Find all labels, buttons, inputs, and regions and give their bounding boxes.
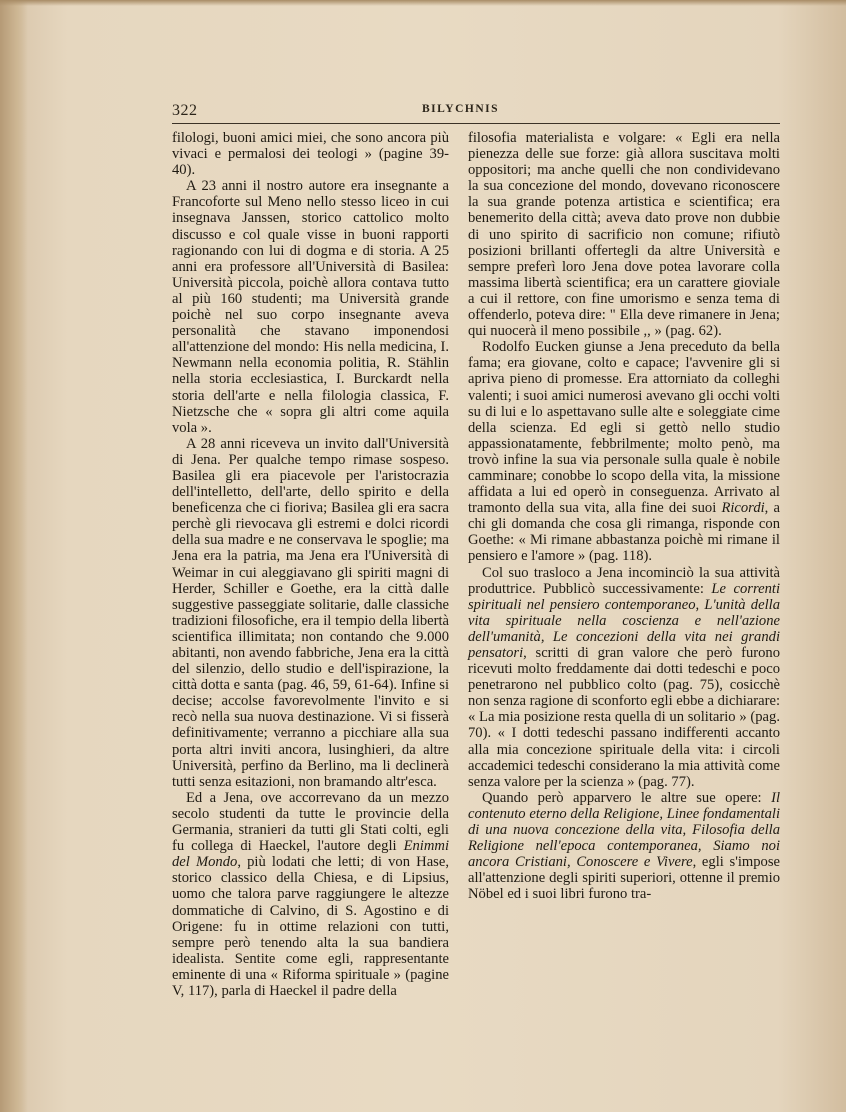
page-top-edge: [0, 0, 846, 6]
header-rule: [172, 123, 780, 124]
paragraph: A 28 anni riceveva un invito dall'Università di Jena. Per qualche tempo rimase sospeso. Basilea gli era piacevole per l'aristocrazia dell'intelletto, dell'arte, dello spirito e della beneficenza che ci fioriva; Basilea gli era sacra perchè gli rievocava gli estremi e dolci ricordi della sua madre e ne conservava le spoglie; ma Jena era la patria, ma Jena era l'Università di Weimar in cui aleggiavano gli spiriti magni di Herder, Schiller e Goethe, era la città dalle suggestive passeggiate solitarie, dalle classiche tradizioni filosofiche, era il tempio della libertà scientifica illimitata; non contando che 9.000 abitanti, non avendo fabbriche, Jena era la città del silenzio, dello studio e dell'ispirazione, la città dotta e santa (pag. 46, 59, 61-64). Infine si decise; accolse favorevolmente l'invito e si recò nella sua nuova destinazione. Vi si fisserà definitivamente; verranno a picchiare alla sua porta altri inviti ancora, lusinghieri, da altre Università, perfino da Berlino, ma li declinerà tutti senza esitazioni, non bramando altr'esca.: [172, 435, 449, 790]
text-run: , scritti di gran valore che però furono ricevuti molto freddamente dai dotti tedeschi e poco penetrarono nel pubblico colto (pag. 75), cosicchè non senza ragione di sconforto egli ebbe a dichiarare: « La mia posizione resta quella di un solitario » (pag. 70). « I dotti tedeschi passano indifferenti accanto alla mia concezione spirituale della vita: i circoli accademici tedeschi considerano la mia attività come senza valore per la scienza » (pag. 77).: [468, 645, 781, 790]
text-run: Quando però apparvero le altre sue opere:: [482, 789, 772, 806]
paragraph: [468, 790, 780, 903]
book-title: Enimmi del Mondo: [172, 838, 449, 871]
book-titles: Il contenuto eterno della Religione, Linee fondamentali di una nuova concezione della vita, Filosofia della Religione nell'epoca contemporanea, Siamo noi ancora Cristiani, Conoscere e Vivere: [468, 789, 780, 871]
text-run: , a chi gli domanda che cosa gli rimanga, risponde con Goethe: « Mi rimane abbastanza poichè mi rimane il pensiero e l'amore » (pag. 118).: [468, 500, 780, 565]
page-number: 322: [172, 102, 198, 119]
text-run: , egli s'impose all'attenzione degli spiriti superiori, ottenne il premio Nöbel ed i suoi libri furono tra-: [468, 854, 780, 903]
binding-shadow: [0, 0, 28, 1112]
paragraph: filologi, buoni amici miei, che sono ancora più vivaci e permalosi dei teologi » (pagine 39-40).: [172, 130, 449, 179]
paragraph: [468, 339, 780, 564]
paragraph: [468, 565, 780, 790]
running-head: BILYCHNIS: [422, 103, 499, 115]
text-run: Col suo trasloco a Jena incominciò la sua attività produttrice. Pubblicò successivamente:: [468, 564, 780, 597]
book-title: Ricordi: [721, 500, 765, 517]
text-run: , più lodati che letti; di von Hase, storico classico della Chiesa, e di Lipsius, uomo che talora parve raggiungere le altezze dommatiche di Calvino, di S. Agostino e di Origene: fu in ottime relazioni con tutti, sempre però tenendo alta la sua bandiera idealista. Sentite come egli, rappresentante eminente di una « Riforma spirituale » (pagine V, 117), parla di Haeckel il padre della: [172, 854, 449, 999]
text-run: Rodolfo Eucken giunse a Jena preceduto da bella fama; era giovane, colto e capace; l'avvenire gli si apriva pieno di promesse. Era attorniato da colleghi valenti; i suoi amici numerosi avevano gli occhi volti su di lui e lo aspettavano sulle alte e soleggiate cime della scienza. Ed egli si gettò nello studio appassionatamente, febbrilmente; molto penò, ma trovò infine la sua via personale sulla quale è nobile camminare; conobbe lo scopo della vita, la missione affidata a lui ed operò in conseguenza. Arrivato al tramonto della sua vita, alla fine dei suoi: [468, 339, 780, 517]
page-header: [172, 100, 780, 122]
left-column: [172, 130, 449, 999]
paragraph: [172, 790, 449, 999]
book-titles: Le correnti spirituali nel pensiero contemporaneo, L'unità della vita spirituale nella coscienza e nell'azione dell'umanità, Le concezioni della vita nei grandi pensatori: [468, 580, 781, 661]
paragraph: filosofia materialista e volgare: « Egli era nella pienezza delle sue forze: già allora suscitava molti oppositori; ma anche quelli che non condividevano la sua concezione del mondo, dovevano riconoscere la sua grande potenza artistica e scientifica; era benemerito della città; aveva dato prove non dubbie di uno spirito di sacrificio non comune; rifiutò posizioni brillanti offertegli da altre Università e sempre preferì loro Jena dove potea lavorare colla massima libertà scientifica; era un carattere gioviale a cui il rettore, con fine umorismo e senza tema di offenderlo, poteva dire: " Ella deve rimanere in Jena; qui nuocerà il meno possibile ,, » (pag. 62).: [468, 130, 780, 340]
text-run: Ed a Jena, ove accorrevano da un mezzo secolo studenti da tutte le provincie della Germania, stranieri da tutti gli Stati colti, egli fu collega di Haeckel, l'autore degli: [172, 789, 449, 855]
paragraph: A 23 anni il nostro autore era insegnante a Francoforte sul Meno nello stesso liceo in cui insegnava Janssen, storico cattolico molto discusso e col quale visse in buoni rapporti ragionando con lui di dogma e di storia. A 25 anni era professore all'Università di Basilea: Università piccola, poichè allora contava tutto al più 160 studenti; ma Università grande poichè nel suo corpo insegnante aveva personalità che stavano imponendosi all'attenzione del mondo: His nella medicina, I. Newmann nella economia politia, R. Stählin nella storia ecclesiastica, I. Burckardt nella storia dell'arte e nella filologia classica, F. Nietzsche che « sopra gli altri come aquila vola ».: [172, 178, 449, 436]
right-column: [468, 130, 780, 903]
